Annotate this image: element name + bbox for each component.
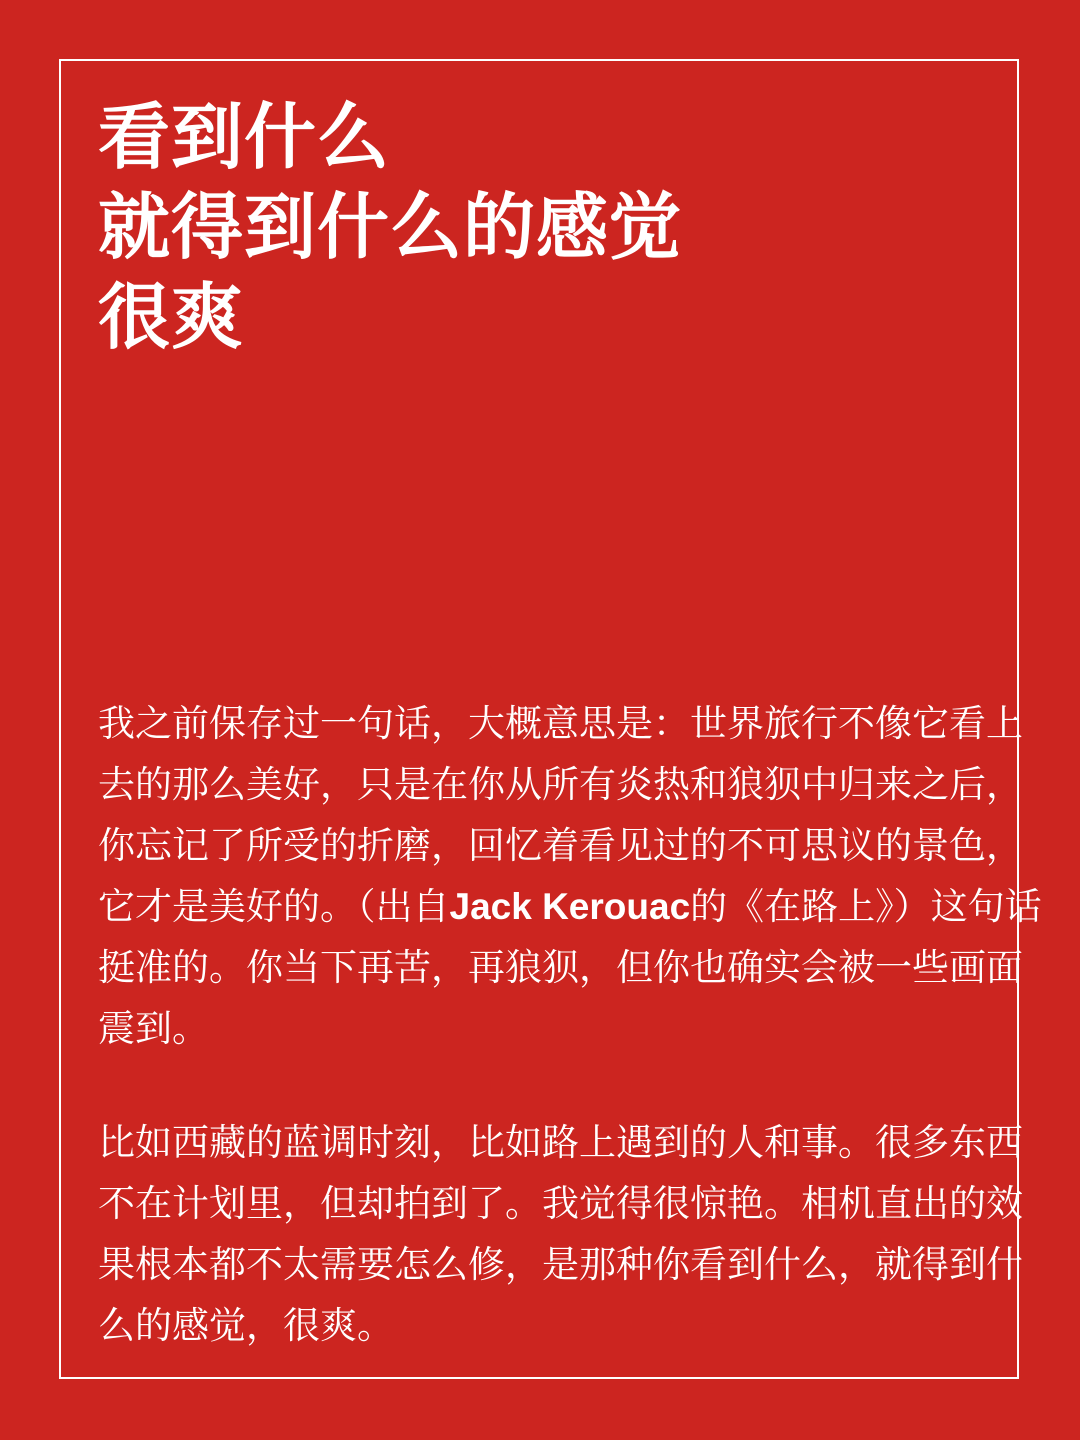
paragraph-line: 比如西藏的蓝调时刻，比如路上遇到的人和事。很多东西 <box>98 1121 1023 1164</box>
paragraph-line: 果根本都不太需要怎么修，是那种你看到什么，就得到什 <box>98 1243 1023 1286</box>
paragraph-line: 去的那么美好，只是在你从所有炎热和狼狈中归来之后， <box>98 763 1023 806</box>
paragraph-line: 不在计划里，但却拍到了。我觉得很惊艳。相机直出的效 <box>98 1182 1023 1225</box>
paragraph-line-citation <box>98 876 1042 937</box>
paragraph-line: 你忘记了所受的折磨，回忆着看见过的不可思议的景色， <box>98 824 1023 867</box>
body-paragraph-1 <box>98 693 1042 1059</box>
headline-line: 看到什么 <box>98 95 391 179</box>
paragraph-line: 震到。 <box>98 1007 209 1050</box>
citation-prefix: 它才是美好的。（出自 <box>98 885 450 928</box>
citation-suffix: 的《在路上》）这句话 <box>690 885 1042 928</box>
headline-line: 就得到什么的感觉 <box>98 185 683 269</box>
author-name: Jack Kerouac <box>449 886 691 927</box>
paragraph-line: 么的感觉，很爽。 <box>98 1304 394 1347</box>
paragraph-line: 我之前保存过一句话，大概意思是：世界旅行不像它看上 <box>98 702 1023 745</box>
headline-line: 很爽 <box>98 275 245 359</box>
paragraph-line: 挺准的。你当下再苦，再狼狈，但你也确实会被一些画面 <box>98 946 1023 989</box>
body-paragraph-2 <box>98 1112 1023 1356</box>
headline <box>98 92 978 362</box>
